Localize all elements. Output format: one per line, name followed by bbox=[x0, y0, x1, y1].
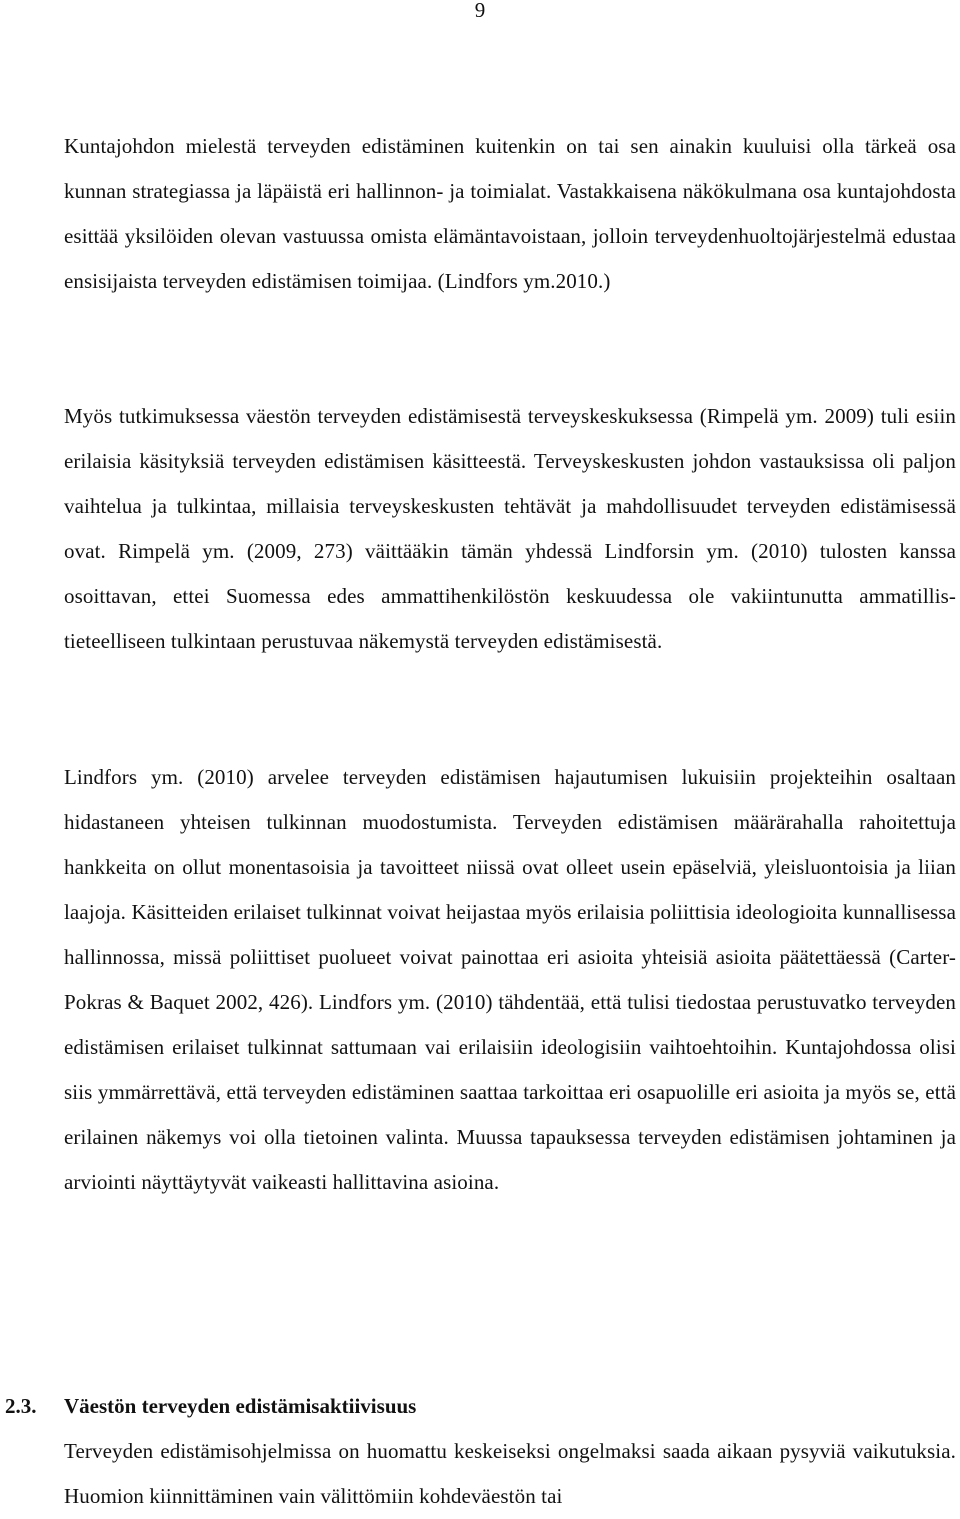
paragraph-projects-interpretation: Lindfors ym. (2010) arvelee terveyden edistämisen hajautumisen lukuisiin projekteihin osaltaan hidastaneen yhteisen tulkinnan muodostumista. Terveyden edistämisen määrärahalla rahoitettuja hankkeita on ollut monentasoisia ja tavoitteet niissä ovat olleet usein epäselviä, yleisluontoisia ja liian laajoja. Käsitteiden erilaiset tulkinnat voivat heijastaa myös erilaisia poliittisia ideologioita kunnallisessa hallinnossa, missä poliittiset puolueet voivat painottaa eri asioita yhteisiä asioita päätettäessä (Carter-Pokras & Baquet 2002, 426). Lindfors ym. (2010) tähdentää, että tulisi tiedostaa perustuvatko terveyden edistämisen erilaiset tulkinnat sattumaan vai erilaisiin ideologisiin vaihtoehtoihin. Kuntajohdossa olisi siis ymmärrettävä, että terveyden edistäminen saattaa tarkoittaa eri osapuolille eri asioita ja myös se, että erilainen näkemys voi olla tietoinen valinta. Muussa tapauksessa terveyden edistämisen johtaminen ja arviointi näyttäytyvät vaikeasti hallittavina asioina. bbox=[64, 765, 956, 1194]
page-number: 9 bbox=[474, 0, 486, 22]
paragraph-municipal-leadership: Kuntajohdon mielestä terveyden edistäminen kuitenkin on tai sen ainakin kuuluisi olla tärkeä osa kunnan strategiassa ja läpäistä eri hallinnon- ja toimialat. Vastakkaisena näkökulmana osa kuntajohdosta esittää yksilöiden olevan vastuussa omista elämäntavoistaan, jolloin terveydenhuoltojärjestelmä edustaa ensisijaista terveyden edistämisen toimijaa. (Lindfors ym.2010.) bbox=[64, 134, 956, 293]
section-title: Väestön terveyden edistämisaktiivisuus bbox=[64, 1394, 417, 1418]
paragraph-section-intro: Terveyden edistämisohjelmissa on huomattu keskeiseksi ongelmaksi saada aikaan pysyviä vaikutuksia. Huomion kiinnittäminen vain välittömiin kohdeväestön tai bbox=[64, 1439, 956, 1508]
section-heading bbox=[0, 1384, 960, 1429]
section-number: 2.3. bbox=[5, 1394, 37, 1418]
paragraph-health-centre-study: Myös tutkimuksessa väestön terveyden edistämisestä terveyskeskuksessa (Rimpelä ym. 2009) tuli esiin erilaisia käsityksiä terveyden edistämisen käsitteestä. Terveyskeskusten johdon vastauksissa oli paljon vaihtelua ja tulkintaa, millaisia terveyskeskusten tehtävät ja mahdollisuudet terveyden edistämisessä ovat. Rimpelä ym. (2009, 273) väittääkin tämän yhdessä Lindforsin ym. (2010) tulosten kanssa osoittavan, ettei Suomessa edes ammattihenkilöstön keskuudessa ole vakiintunutta ammatillis-tieteelliseen tulkintaan perustuvaa näkemystä terveyden edistämisestä. bbox=[64, 404, 956, 653]
